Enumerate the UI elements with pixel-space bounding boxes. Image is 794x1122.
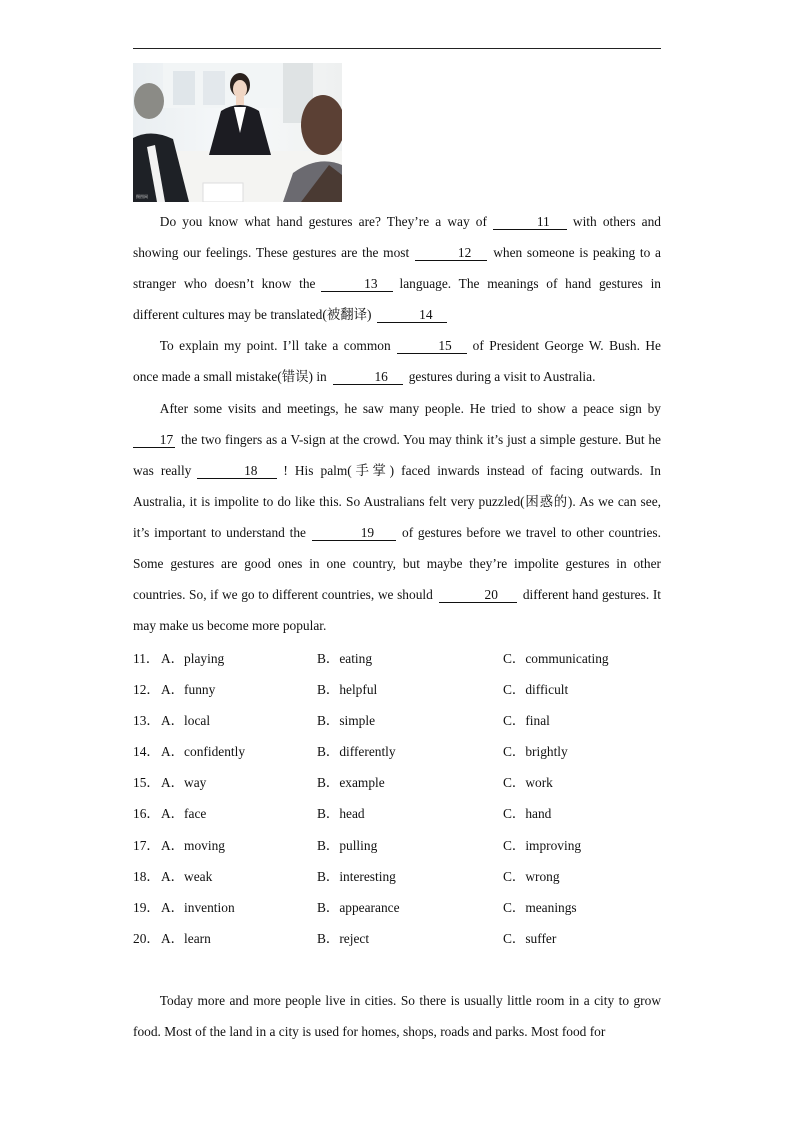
option-c: C．wrong [503,868,560,884]
option-a: A．face [161,806,207,822]
passage-one [133,206,661,641]
blank-15: 15 [397,339,467,354]
blank-16: 16 [333,370,403,385]
blank-17: 17 [133,433,175,448]
option-a: A．moving [161,837,225,853]
option-b: B．pulling [317,837,378,853]
interview-photo [133,63,342,202]
blank-19: 19 [312,526,396,541]
option-a: A．playing [161,651,225,666]
paragraph-1: Do you know what hand gestures are? They’re a way of 11 with others and showing our feelings. These gestures are the most 12 when someone is peaking to a stranger who doesn’t know the 13 language. The meanings of hand gestures in different cultures may be translated(被翻译) 14 [133,214,661,323]
paragraph-next-passage: Today more and more people live in cities. So there is usually little room in a city to grow food. Most of the land in a city is used for homes, shops, roads and parks. Most food for [133,993,661,1040]
blank-14: 14 [377,308,447,323]
option-a: A．confidently [161,744,246,760]
header-rule [133,48,661,49]
blank-13: 13 [321,277,393,292]
question-row: 20． A．learn B．reject C．suffer [133,923,661,954]
option-c: C．final [503,713,550,729]
option-c: C．meanings [503,899,577,915]
option-b: B．simple [317,713,376,729]
option-b: B．head [317,806,365,822]
option-a: A．way [161,775,207,791]
question-row: 11． A．playing B．eating C．communicating [133,643,661,674]
paragraph-2: To explain my point. I’ll take a common 15 of President George W. Bush. He once made a small mistake(错误) in 16 gestures during a visit to Australia. [133,338,661,385]
question-row: 12． A．funny B．helpful C．difficult [133,674,661,705]
option-a: A．invention [161,899,235,915]
blank-18: 18 [197,464,277,479]
option-c: C．difficult [503,682,569,698]
option-b: B．helpful [317,682,378,698]
photo-watermark: 摄图网 [136,194,148,199]
passage-two [133,985,661,1047]
question-row: 19． A．invention B．appearance C．meanings [133,892,661,923]
option-b: B．example [317,775,385,791]
option-c: C．suffer [503,930,557,946]
blank-12: 12 [415,246,487,261]
option-c: C．improving [503,837,582,853]
option-a: A．local [161,713,211,729]
option-b: B．interesting [317,868,396,884]
question-row: 14． A．confidently B．differently C．brightly [133,736,661,767]
question-row: 17． A．moving B．pulling C．improving [133,830,661,861]
option-b: B．reject [317,930,370,946]
question-row: 13． A．local B．simple C．final [133,705,661,736]
option-c: C．brightly [503,744,568,760]
option-b: B．differently [317,744,396,760]
option-a: A．learn [161,930,211,946]
option-b: B．eating [317,651,373,666]
answer-options [133,643,661,954]
blank-11: 11 [493,215,567,230]
question-row: 15． A．way B．example C．work [133,767,661,798]
question-row: 16． A．face B．head C．hand [133,798,661,829]
option-c: C．work [503,775,553,791]
option-a: A．weak [161,868,213,884]
blank-20: 20 [439,588,517,603]
option-b: B．appearance [317,899,400,915]
question-row: 18． A．weak B．interesting C．wrong [133,861,661,892]
option-c: C．communicating [503,651,609,666]
option-a: A．funny [161,682,216,698]
option-c: C．hand [503,806,552,822]
paragraph-3: After some visits and meetings, he saw many people. He tried to show a peace sign by17 the two fingers as a V-sign at the crowd. You may think it’s just a simple gesture. But he was really 18 ! His palm(手掌) faced inwards instead of facing outwards. In Australia, it is impolite to do like this. So Australians felt very puzzled(困惑的). As we can see, it’s important to understand the 19 of gestures before we travel to other countries. Some gestures are good ones in one country, but maybe they’re impolite gestures in other countries. So, if we go to different countries, we should 20 different hand gestures. It may make us become more popular. [133,400,661,634]
